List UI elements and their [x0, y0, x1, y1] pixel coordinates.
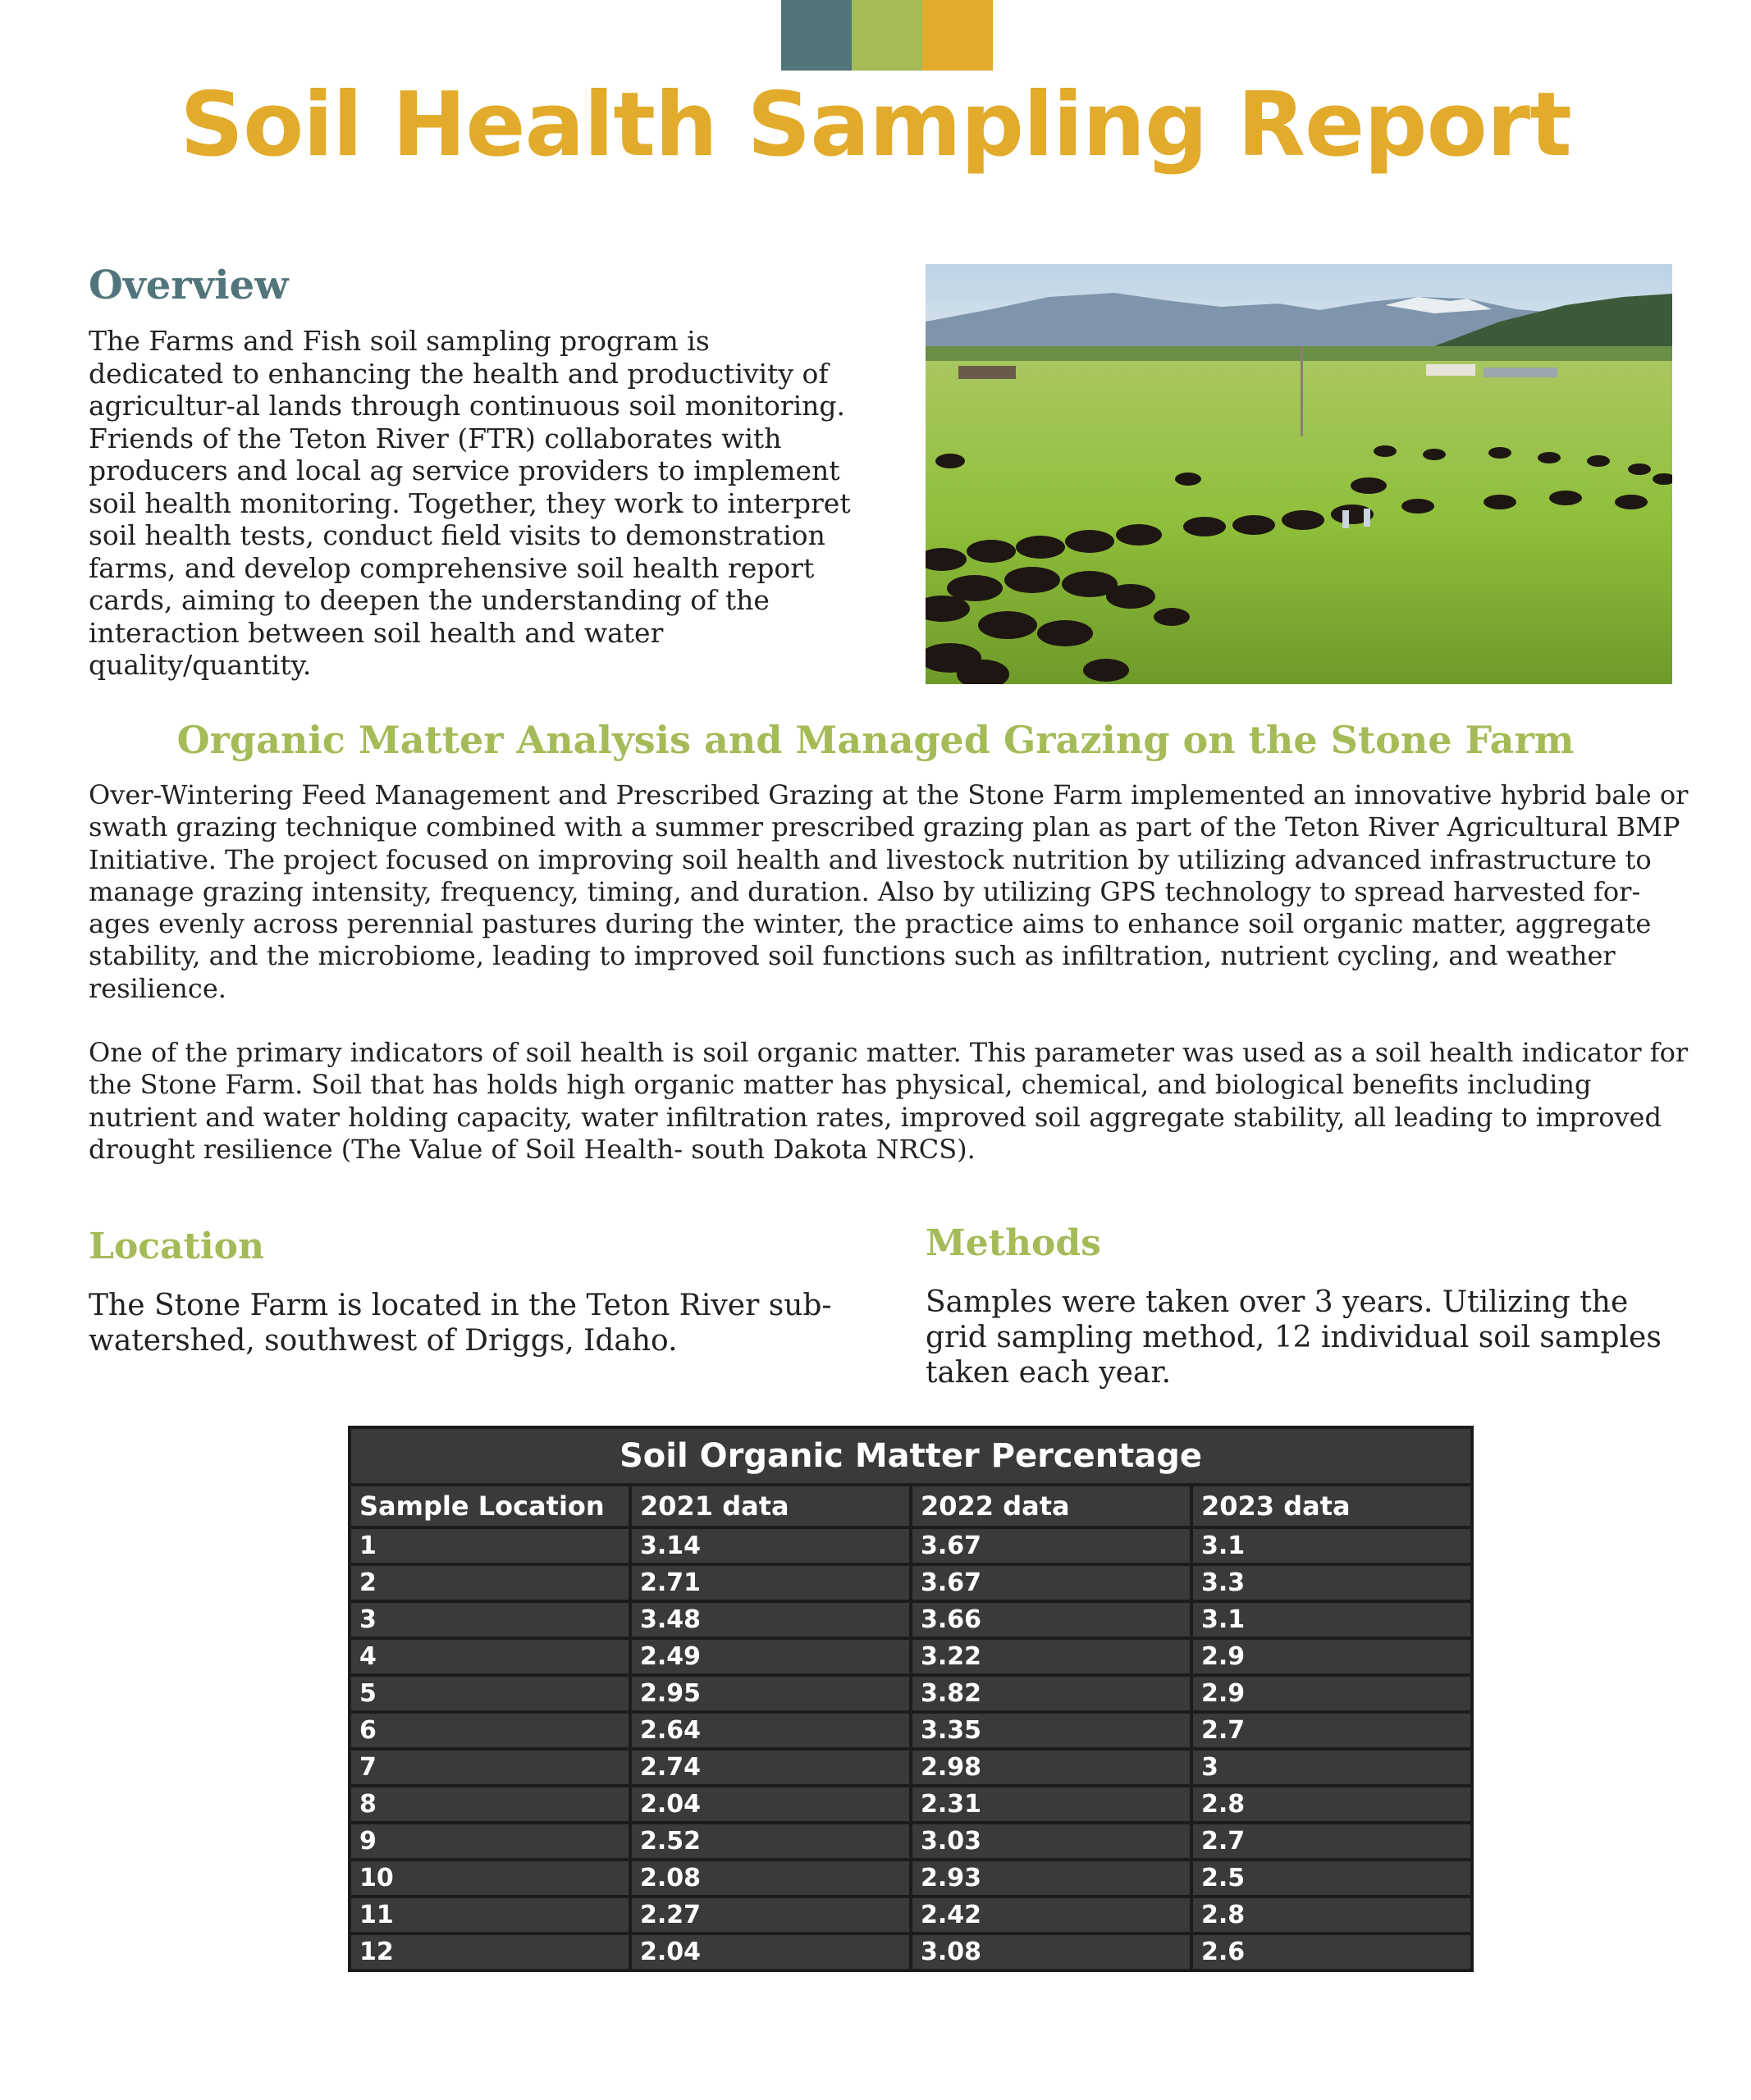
table-row: [350, 1564, 1472, 1601]
table-cell: 3.1: [1191, 1601, 1472, 1638]
header-color-bar: [781, 0, 993, 71]
table-cell: 3.67: [911, 1564, 1191, 1601]
table-cell: 3.35: [911, 1712, 1191, 1749]
table-cell: 3.14: [630, 1527, 911, 1564]
table-cell: 2.71: [630, 1564, 911, 1601]
table-cell: 2.04: [630, 1933, 911, 1970]
overview-heading: Overview: [89, 262, 289, 308]
table-cell: 2.6: [1191, 1933, 1472, 1970]
table-cell: 12: [350, 1933, 630, 1970]
table-row: [350, 1638, 1472, 1675]
location-heading: Location: [89, 1226, 264, 1267]
table-cell: 3.82: [911, 1675, 1191, 1712]
cattle-pasture-photo: [926, 264, 1672, 684]
color-block-green: [852, 0, 922, 71]
column-header: Sample Location: [350, 1485, 630, 1527]
table-cell: 2.9: [1191, 1638, 1472, 1675]
table-row: [350, 1675, 1472, 1712]
table-cell: 2.7: [1191, 1712, 1472, 1749]
table-cell: 2.64: [630, 1712, 911, 1749]
table-cell: 2.8: [1191, 1786, 1472, 1823]
table-cell: 2.5: [1191, 1860, 1472, 1897]
table-cell: 2.98: [911, 1749, 1191, 1786]
table-row: [350, 1601, 1472, 1638]
table-cell: 2.8: [1191, 1897, 1472, 1933]
table-cell: 2.7: [1191, 1823, 1472, 1860]
table-cell: 3.3: [1191, 1564, 1472, 1601]
methods-text: Samples were taken over 3 years. Utilizing the grid sampling method, 12 individual soil samples taken each year.: [926, 1285, 1662, 1390]
table-cell: 6: [350, 1712, 630, 1749]
table-cell: 2.9: [1191, 1675, 1472, 1712]
table-cell: 2.04: [630, 1786, 911, 1823]
table-header-row: [350, 1485, 1472, 1527]
column-header: 2021 data: [630, 1485, 911, 1527]
table-cell: 1: [350, 1527, 630, 1564]
overview-text: The Farms and Fish soil sampling program is dedicated to enhancing the health and productivity of agricultur-al lands through continuous soil monitoring. Friends of the Teton River (FTR) collaborates with producers and local ag service providers to implement soil health monitoring. Together, they work to interpret soil health tests, conduct field visits to demonstration farms, and develop comprehensive soil health report cards, aiming to deepen the understanding of the interaction between soil health and water quality/quantity.: [89, 325, 851, 681]
table-cell: 2.93: [911, 1860, 1191, 1897]
table-row: [350, 1933, 1472, 1970]
table-row: [350, 1527, 1472, 1564]
table-row: [350, 1823, 1472, 1860]
data-table: [348, 1483, 1474, 1972]
table-cell: 2.27: [630, 1897, 911, 1933]
table-cell: 5: [350, 1675, 630, 1712]
organic-paragraph-1: Over-Wintering Feed Management and Prescribed Grazing at the Stone Farm implemented an innovative hybrid bale or swath grazing technique combined with a summer prescribed grazing plan as part of the Teton River Agricultural BMP Initiative. The project focused on improving soil health and livestock nutrition by utilizing advanced infrastructure to manage grazing intensity, frequency, timing, and duration. Also by utilizing GPS technology to spread harvested for-ages evenly across perennial pastures during the winter, the practice aims to enhance soil organic matter, aggregate stability, and the microbiome, leading to improved soil functions such as infiltration, nutrient cycling, and weather resilience.: [89, 779, 1689, 1004]
table-cell: 7: [350, 1749, 630, 1786]
table-cell: 2.49: [630, 1638, 911, 1675]
color-block-gold: [922, 0, 993, 71]
location-text: The Stone Farm is located in the Teton River sub-watershed, southwest of Driggs, Idaho.: [89, 1289, 832, 1358]
table-cell: 11: [350, 1897, 630, 1933]
table-row: [350, 1786, 1472, 1823]
methods-heading: Methods: [926, 1222, 1101, 1264]
table-cell: 10: [350, 1860, 630, 1897]
column-header: 2022 data: [911, 1485, 1191, 1527]
table-cell: 4: [350, 1638, 630, 1675]
table-row: [350, 1897, 1472, 1933]
table-cell: 3.08: [911, 1933, 1191, 1970]
organic-heading: Organic Matter Analysis and Managed Grazing on the Stone Farm: [176, 718, 1575, 762]
table-cell: 3.22: [911, 1638, 1191, 1675]
table-cell: 3.48: [630, 1601, 911, 1638]
table-cell: 3.1: [1191, 1527, 1472, 1564]
color-block-teal: [781, 0, 852, 71]
table-title: Soil Organic Matter Percentage: [348, 1426, 1474, 1483]
table-cell: 8: [350, 1786, 630, 1823]
table-cell: 3.66: [911, 1601, 1191, 1638]
table-cell: 2.42: [911, 1897, 1191, 1933]
page-title: Soil Health Sampling Report: [180, 74, 1571, 176]
column-header: 2023 data: [1191, 1485, 1472, 1527]
table-cell: 3: [1191, 1749, 1472, 1786]
table-cell: 2.08: [630, 1860, 911, 1897]
organic-matter-table: [348, 1426, 1474, 1972]
table-cell: 2.52: [630, 1823, 911, 1860]
table-cell: 3.03: [911, 1823, 1191, 1860]
table-cell: 2.74: [630, 1749, 911, 1786]
table-row: [350, 1860, 1472, 1897]
table-cell: 3: [350, 1601, 630, 1638]
table-cell: 9: [350, 1823, 630, 1860]
table-row: [350, 1712, 1472, 1749]
table-cell: 2.95: [630, 1675, 911, 1712]
organic-paragraph-2: One of the primary indicators of soil health is soil organic matter. This parameter was used as a soil health indicator for the Stone Farm. Soil that has holds high organic matter has physical, chemical, and biological benefits including nutrient and water holding capacity, water infiltration rates, improved soil aggregate stability, all leading to improved drought resilience (The Value of Soil Health- south Dakota NRCS).: [89, 1037, 1689, 1165]
table-cell: 3.67: [911, 1527, 1191, 1564]
table-cell: 2: [350, 1564, 630, 1601]
table-cell: 2.31: [911, 1786, 1191, 1823]
table-row: [350, 1749, 1472, 1786]
